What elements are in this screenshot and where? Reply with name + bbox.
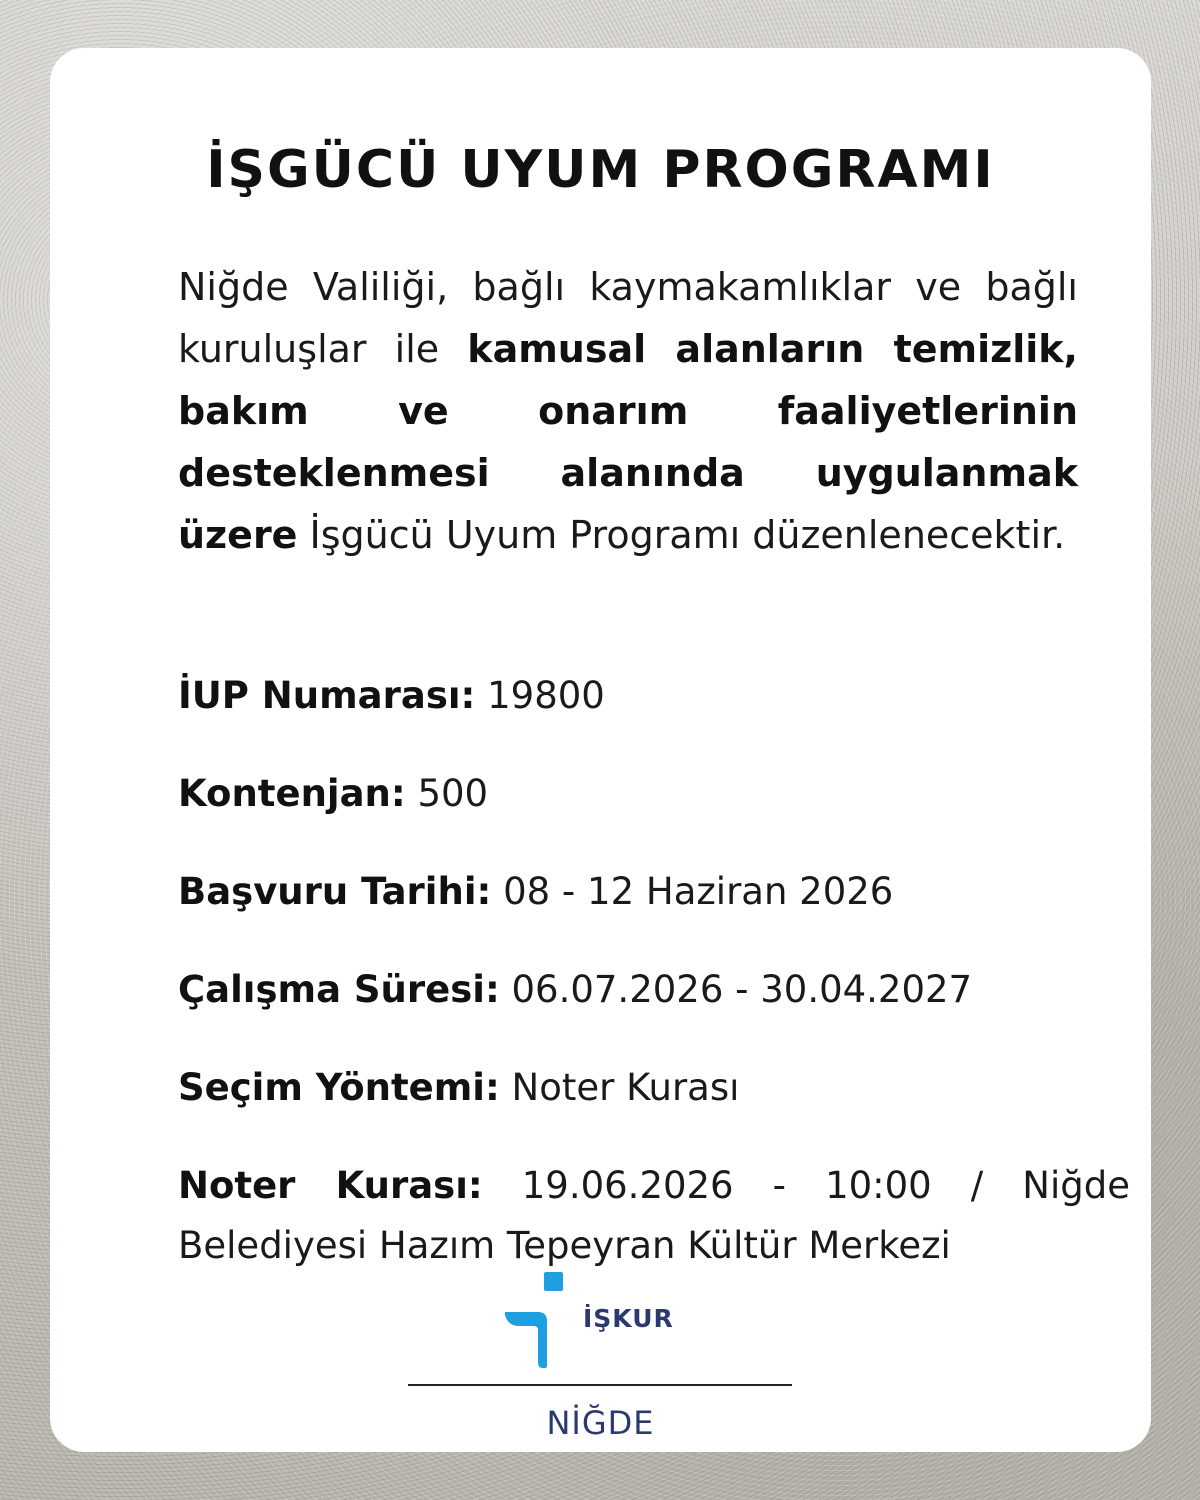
intro-paragraph (178, 256, 1078, 566)
field-work-period (178, 960, 1130, 1020)
field-label: İUP Numarası: (178, 674, 476, 717)
field-value: 19.06.2026 - 10:00 / Niğde Belediyesi Hazım Tepeyran Kültür Merkezi (178, 1164, 1131, 1267)
field-value: Noter Kurası (499, 1066, 740, 1109)
field-value: 06.07.2026 - 30.04.2027 (499, 968, 973, 1011)
field-label: Seçim Yöntemi: (178, 1066, 500, 1109)
field-application-date (178, 862, 1130, 922)
field-value: 500 (405, 772, 489, 815)
iskur-logo (505, 1270, 705, 1370)
field-label: Noter Kurası: (178, 1164, 483, 1207)
iskur-logo-text: İŞKUR (583, 1304, 674, 1333)
footer-city: NİĞDE (546, 1404, 655, 1442)
intro-text-end: İşgücü Uyum Programı düzenlenecektir. (297, 513, 1066, 557)
announcement-card (50, 48, 1151, 1452)
field-value: 08 - 12 Haziran 2026 (491, 870, 894, 913)
iskur-logo-icon (505, 1270, 575, 1370)
footer-divider (408, 1384, 792, 1386)
field-value: 19800 (475, 674, 605, 717)
intro-text-start: Niğde Valiliği, bağlı kaymakamlıklar ve bağlı kuruluşlar ile (178, 265, 1078, 371)
field-label: Kontenjan: (178, 772, 406, 815)
page-title: İŞGÜCÜ UYUM PROGRAMI (206, 140, 995, 200)
field-notary-draw (178, 1156, 1130, 1276)
field-label: Çalışma Süresi: (178, 968, 500, 1011)
field-label: Başvuru Tarihi: (178, 870, 492, 913)
intro-text-bold: kamusal alanların temizlik, bakım ve onarım faaliyetlerinin desteklenmesi alanında uygulanmak üzere (178, 327, 1078, 557)
field-quota (178, 764, 1130, 824)
field-selection-method (178, 1058, 1130, 1118)
field-iup-number (178, 666, 1130, 726)
